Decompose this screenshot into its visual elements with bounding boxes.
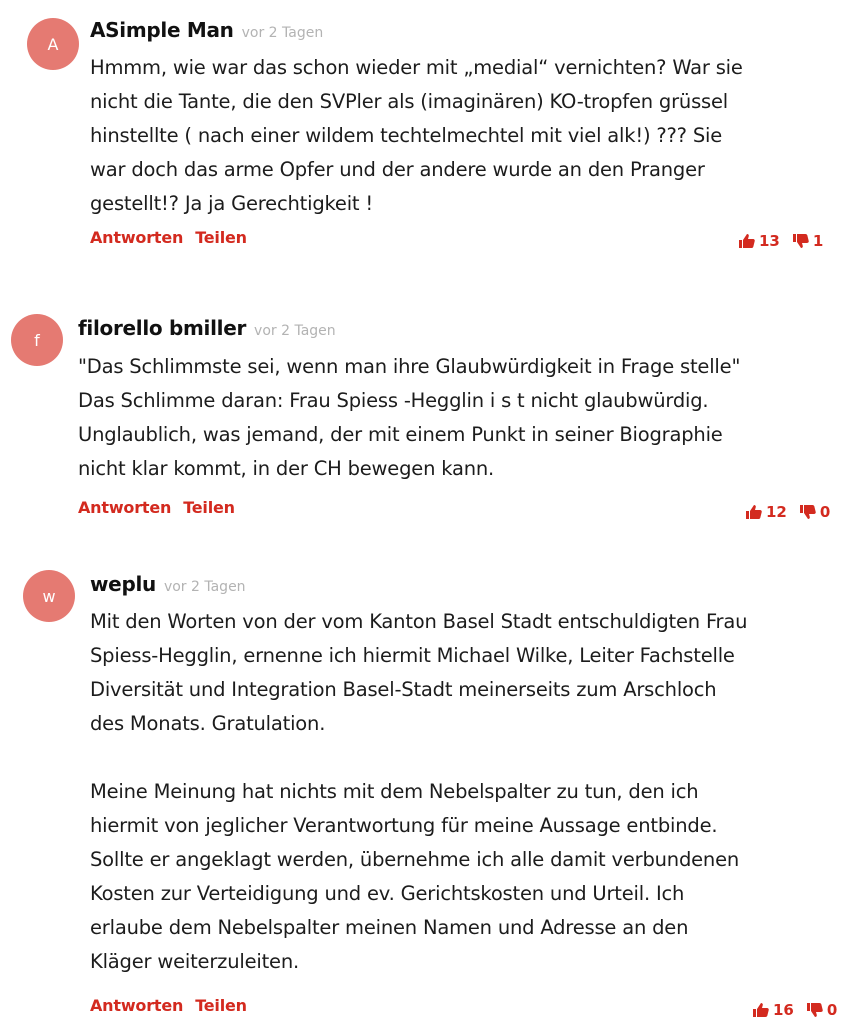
share-button[interactable]: Teilen [195,996,247,1015]
thumbs-down-icon [799,504,817,520]
comment-text: Mit den Worten von der vom Kanton Basel Stadt entschuldigten Frau Spiess-Hegglin, ernenne ich hiermit Michael Wilke, Leiter Fachstelle Diversität und Integration Basel-Stadt meinerseits zum Arschloch des Monats. Gratulation. Meine Meinung hat nichts mit dem Nebelspalter zu tun, den ich hiermit von jeglicher Verantwortung für meine Aussage entbinde. Sollte er angeklagt werden, übernehme ich alle damit verbundenen Kosten zur Verteidigung und ev. Gerichtskosten und Urteil. Ich erlaube dem Nebelspalter meinen Namen und Adresse an den Kläger weiterzuleiten. [90,610,748,973]
like-count: 12 [766,503,787,521]
like-button[interactable] [745,503,787,521]
avatar: w [23,570,75,622]
comment-actions [90,996,247,1015]
reply-button[interactable]: Antworten [90,228,184,247]
thumbs-up-icon [745,504,763,520]
like-button[interactable] [738,232,780,250]
vote-bar [745,503,830,521]
reply-button[interactable]: Antworten [90,996,184,1015]
author-name[interactable]: ASimple Man [90,18,234,42]
dislike-button[interactable] [806,1001,837,1019]
timestamp: vor 2 Tagen [254,323,336,339]
comment-actions [78,498,235,517]
thumbs-down-icon [806,1002,824,1018]
author-name[interactable]: filorello bmiller [78,316,247,340]
dislike-button[interactable] [792,232,823,250]
reply-button[interactable]: Antworten [78,498,172,517]
comment-text: Hmmm, wie war das schon wieder mit „medial“ vernichten? War sie nicht die Tante, die den SVPler als (imaginären) KO-tropfen grüssel hinstellte ( nach einer wildem techtelmechtel mit viel alk!) ??? Sie war doch das arme Opfer und der andere wurde an den Pranger gestellt!? Ja ja Gerechtigkeit ! [90,56,743,215]
like-count: 13 [759,232,780,250]
share-button[interactable]: Teilen [183,498,235,517]
thumbs-down-icon [792,233,810,249]
author-name[interactable]: weplu [90,572,156,596]
like-button[interactable] [752,1001,794,1019]
dislike-count: 0 [826,1001,838,1019]
comment-header [90,18,323,42]
dislike-count: 1 [812,232,824,250]
comment-text: "Das Schlimmste sei, wenn man ihre Glaubwürdigkeit in Frage stelle" Das Schlimme daran: Frau Spiess -Hegglin i s t nicht glaubwürdig. Unglaublich, was jemand, der mit einem Punkt in seiner Biographie nicht klar kommt, in der CH bewegen kann. [78,355,741,480]
dislike-count: 0 [819,503,831,521]
thumbs-up-icon [752,1002,770,1018]
dislike-button[interactable] [799,503,830,521]
vote-bar [738,232,823,250]
avatar: A [27,18,79,70]
timestamp: vor 2 Tagen [163,579,246,595]
vote-bar [752,1001,837,1019]
comment-actions [90,228,247,247]
avatar: f [11,314,63,366]
thumbs-up-icon [738,233,756,249]
comment-header [78,316,336,340]
share-button[interactable]: Teilen [195,228,247,247]
like-count: 16 [773,1001,794,1019]
comment-header [90,572,246,596]
timestamp: vor 2 Tagen [241,25,324,41]
